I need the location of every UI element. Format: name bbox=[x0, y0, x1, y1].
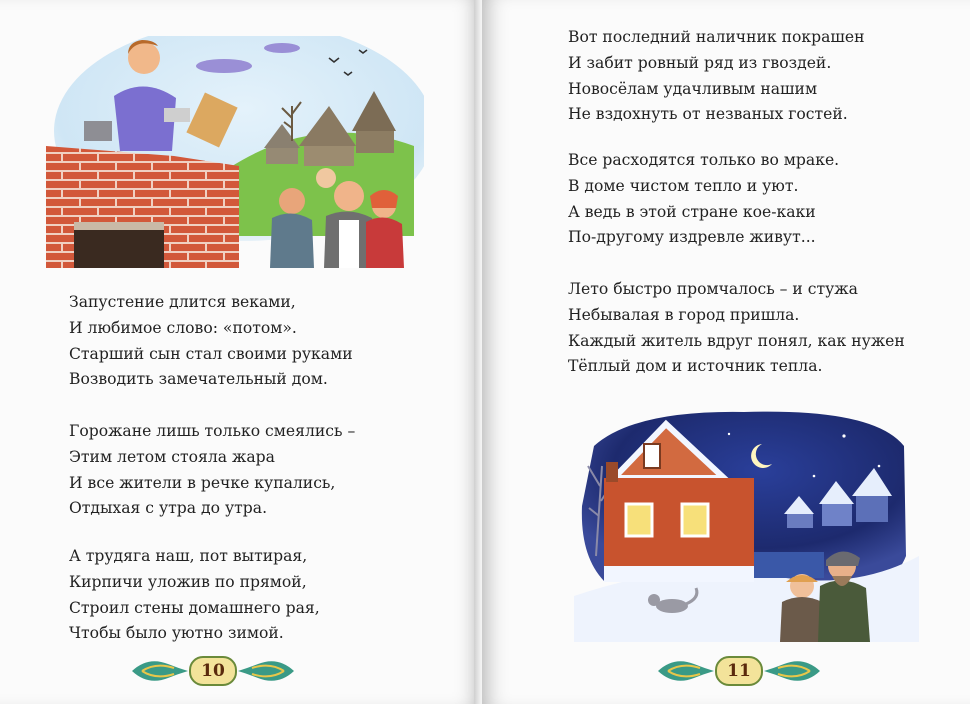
star-icon bbox=[813, 475, 816, 478]
verse-line: Все расходятся только во мраке. bbox=[568, 151, 840, 169]
verse-line: Этим летом стояла жара bbox=[69, 447, 275, 466]
verse-line: А ведь в этой стране кое-каки bbox=[568, 202, 816, 221]
verse-line: Чтобы было уютно зимой. bbox=[69, 624, 284, 643]
right-page bbox=[482, 0, 970, 704]
verse-line: Старший сын стал своими руками bbox=[69, 344, 353, 363]
verse-line: И забит ровный ряд из гвоздей. bbox=[568, 53, 832, 72]
verse-line: А трудяга наш, пот вытирая, bbox=[69, 547, 308, 565]
page-number: 11 bbox=[727, 661, 751, 681]
left-page bbox=[0, 0, 482, 704]
brick-wall bbox=[46, 146, 239, 268]
verse-line: Кирпичи уложив по прямой, bbox=[69, 572, 307, 591]
verse-line: Тёплый дом и источник тепла. bbox=[568, 357, 823, 376]
bricklayer-illustration bbox=[44, 36, 424, 276]
verse-line: Горожане лишь только смеялись – bbox=[69, 422, 356, 440]
stanza-1 bbox=[69, 290, 353, 393]
stanza-4 bbox=[568, 25, 865, 128]
star-icon bbox=[842, 434, 845, 437]
stanza-3 bbox=[69, 544, 320, 647]
verse-line: И любимое слово: «потом». bbox=[69, 318, 297, 337]
verse-line: Новосёлам удачливым нашим bbox=[568, 79, 818, 98]
verse-line: Строил стены домашнего рая, bbox=[69, 598, 320, 617]
verse-line: Отдыхая с утра до утра. bbox=[69, 499, 268, 518]
star-icon bbox=[878, 465, 881, 468]
verse-line: И все жители в речке купались, bbox=[69, 473, 336, 492]
verse-line: Лето быстро промчалось – и стужа bbox=[568, 280, 858, 298]
fence bbox=[754, 552, 824, 578]
stanza-5 bbox=[568, 148, 839, 251]
verse-line: Каждый житель вдруг понял, как нужен bbox=[568, 331, 905, 350]
verse-line: По-другому издревле живут... bbox=[568, 228, 816, 247]
cloud bbox=[264, 43, 300, 53]
verse-line: Запустение длится веками, bbox=[69, 293, 296, 311]
verse-line: Не вздохнуть от незваных гостей. bbox=[568, 105, 848, 124]
verse-line: В доме чистом тепло и уют. bbox=[568, 176, 799, 195]
cloud bbox=[196, 59, 252, 73]
page-number-ornament bbox=[128, 652, 298, 690]
winter-night-illustration bbox=[574, 406, 919, 642]
stanza-2 bbox=[69, 419, 355, 522]
page-number-ornament bbox=[654, 652, 824, 690]
stanza-6 bbox=[568, 277, 905, 380]
verse-line: Вот последний наличник покрашен bbox=[568, 28, 865, 46]
verse-line: Небывалая в город пришла. bbox=[568, 305, 800, 324]
verse-line: Возводить замечательный дом. bbox=[69, 370, 328, 389]
page-number: 10 bbox=[201, 661, 225, 681]
star-icon bbox=[728, 433, 730, 435]
